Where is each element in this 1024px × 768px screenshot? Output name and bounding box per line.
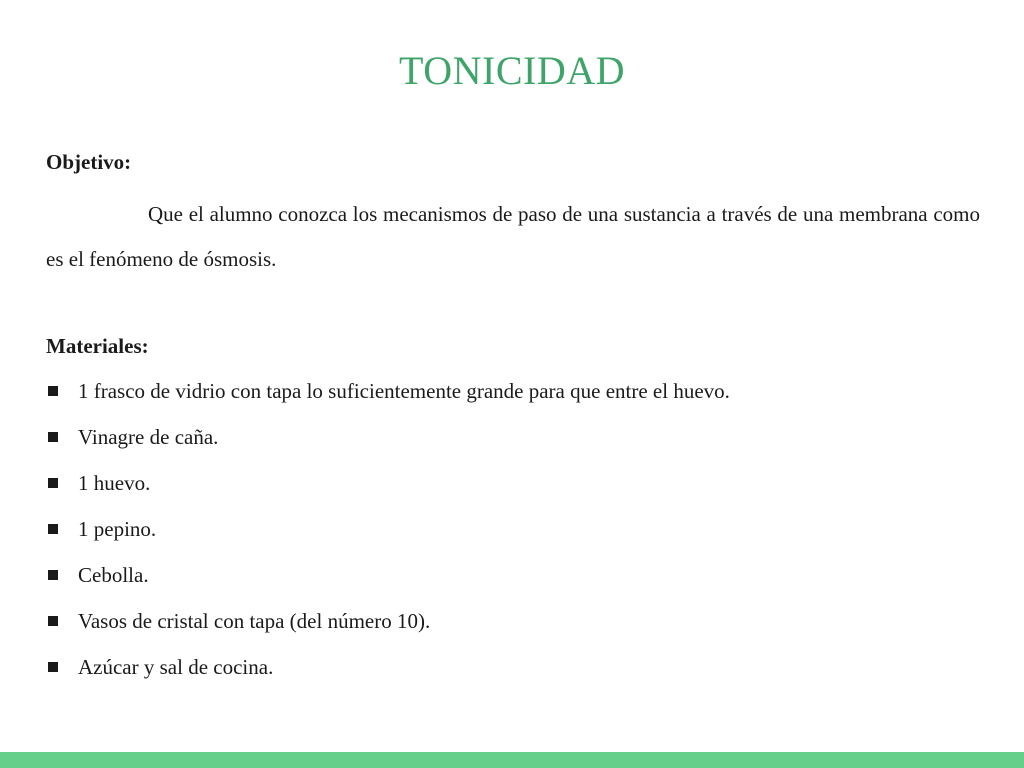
square-bullet-icon [48, 616, 58, 626]
square-bullet-icon [48, 524, 58, 534]
list-item-text: Vinagre de caña. [78, 425, 219, 449]
objective-heading: Objetivo: [46, 150, 132, 174]
list-item-text: 1 frasco de vidrio con tapa lo suficientemente grande para que entre el huevo. [78, 379, 730, 403]
slide-title: TONICIDAD [399, 48, 625, 93]
list-item-text: Vasos de cristal con tapa (del número 10). [78, 609, 431, 633]
list-item-text: 1 pepino. [78, 517, 157, 541]
footer-accent-bar [0, 752, 1024, 768]
square-bullet-icon [48, 386, 58, 396]
list-item-text: 1 huevo. [78, 471, 151, 495]
square-bullet-icon [48, 570, 58, 580]
list-item-text: Azúcar y sal de cocina. [78, 655, 274, 679]
square-bullet-icon [48, 662, 58, 672]
objective-text: Que el alumno conozca los mecanismos de paso de una sustancia a través de una membrana como es el fenómeno de ósmosis. [46, 202, 980, 271]
square-bullet-icon [48, 432, 58, 442]
square-bullet-icon [48, 478, 58, 488]
list-item-text: Cebolla. [78, 563, 149, 587]
materials-heading: Materiales: [46, 334, 149, 358]
